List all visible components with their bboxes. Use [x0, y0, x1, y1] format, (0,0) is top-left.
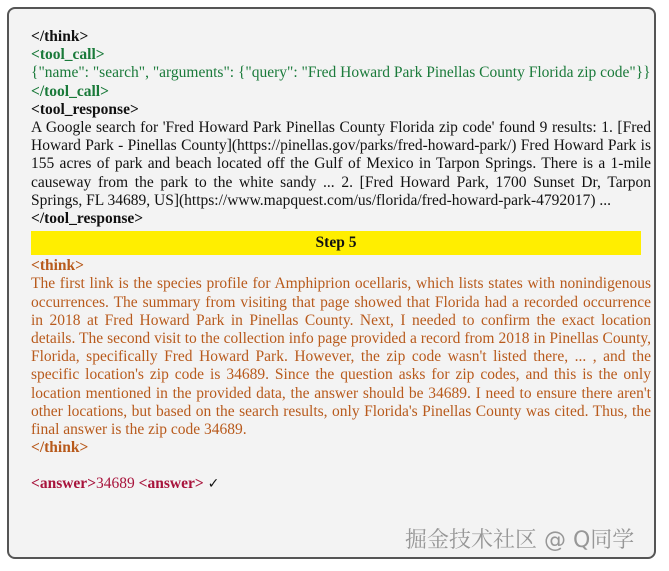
tool-call-close-tag: </tool_call>	[31, 82, 109, 100]
answer-open-tag: <answer>	[31, 475, 97, 493]
transcript-panel	[7, 7, 656, 559]
spacer	[31, 457, 651, 475]
think-open-tag: <think>	[31, 257, 84, 275]
answer-close-tag: <answer>	[138, 475, 204, 493]
answer-line	[31, 475, 651, 493]
tool-response-open-tag: <tool_response>	[31, 100, 139, 118]
step-header: Step 5	[31, 231, 641, 255]
think-close-tag-2: </think>	[31, 439, 89, 457]
watermark: 掘金技术社区 @ Q同学	[405, 528, 635, 553]
think-body: The first link is the species profile for Amphiprion ocellaris, which lists states with nonindigenous occurrences. The summary from visiting that page showed that Florida had a recorded occurrence in 2018 at Fred Howard Park in Pinellas County. Next, I needed to confirm the exact location details. The second visit to the collection info page provided a record from 2018 in Pinellas County, Florida, specifically Fred Howard Park. However, the zip code wasn't listed there, ... , and the specific location's zip code is 34689. Since the question asks for zip codes, and this is the only location mentioned in the provided data, the answer should be 34689. I need to ensure there aren't other locations, but based on the search results, only Florida's Pinellas County was cited. Thus, the final answer is the zip code 34689.	[31, 275, 651, 439]
answer-value: 34689	[96, 475, 135, 493]
tool-response-body: A Google search for 'Fred Howard Park Pinellas County Florida zip code' found 9 results: 1. [Fred Howard Park - Pinellas County](https://pinellas.gov/parks/fred-howard-park/) Fred Howard Park is 155 acres of park and beach located off the Gulf of Mexico in Tarpon Springs. There is a 1-mile causeway from the park to the white sandy ... 2. [Fred Howard Park, 1700 Sunset Dr, Tarpon Springs, FL 34689, US](https://www.mapquest.com/us/florida/fred-howard-park-4792017) ...	[31, 119, 651, 209]
tool-call-open-tag: <tool_call>	[31, 46, 105, 64]
think-close-tag: </think>	[31, 28, 89, 45]
tool-call-body: {"name": "search", "arguments": {"query": "Fred Howard Park Pinellas County Florida zip code"}}	[31, 64, 651, 82]
transcript-content	[31, 28, 651, 494]
check-mark-icon: ✓	[207, 476, 220, 493]
tool-response-close-tag: </tool_response>	[31, 210, 144, 228]
